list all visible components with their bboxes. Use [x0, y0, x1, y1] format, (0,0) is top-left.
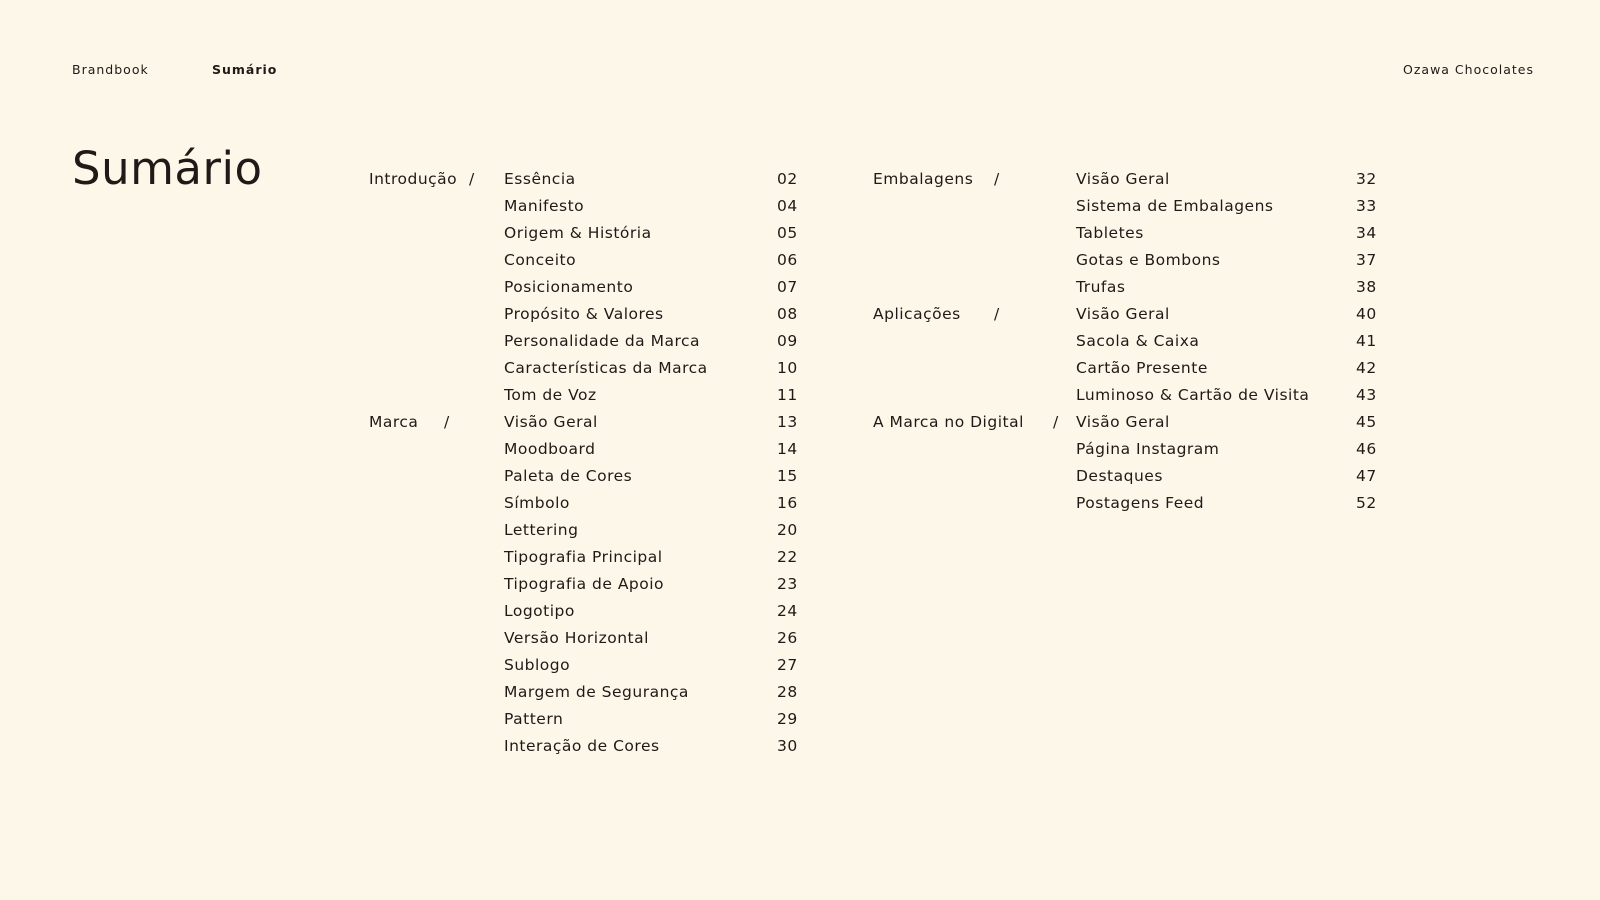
toc-entry[interactable]: [369, 436, 799, 463]
toc-item-title[interactable]: Posicionamento: [504, 278, 634, 296]
toc-entry[interactable]: [873, 463, 1378, 490]
toc-item-page-number: 37: [1356, 251, 1377, 269]
toc-item-title[interactable]: Tipografia Principal: [504, 548, 663, 566]
toc-item-title[interactable]: Pattern: [504, 710, 564, 728]
toc-item-page-number: 43: [1356, 386, 1377, 404]
toc-section-separator: /: [994, 170, 1000, 188]
toc-item-title[interactable]: Tabletes: [1076, 224, 1144, 242]
toc-item-page-number: 23: [777, 575, 798, 593]
toc-section-name: A Marca no Digital: [873, 413, 1024, 431]
toc-column-left: [369, 166, 799, 760]
toc-item-page-number: 22: [777, 548, 798, 566]
breadcrumb-brandbook[interactable]: Brandbook: [72, 62, 149, 77]
toc-item-page-number: 47: [1356, 467, 1377, 485]
toc-column-right: [873, 166, 1378, 517]
toc-item-title[interactable]: Visão Geral: [504, 413, 598, 431]
toc-entry[interactable]: [369, 625, 799, 652]
toc-item-page-number: 38: [1356, 278, 1377, 296]
toc-entry[interactable]: [369, 301, 799, 328]
toc-item-page-number: 16: [777, 494, 798, 512]
toc-item-title[interactable]: Lettering: [504, 521, 579, 539]
toc-item-title[interactable]: Manifesto: [504, 197, 585, 215]
toc-item-title[interactable]: Página Instagram: [1076, 440, 1220, 458]
toc-entry[interactable]: [369, 706, 799, 733]
toc-item-page-number: 10: [777, 359, 798, 377]
toc-item-page-number: 02: [777, 170, 798, 188]
toc-item-title[interactable]: Símbolo: [504, 494, 570, 512]
toc-item-page-number: 32: [1356, 170, 1377, 188]
toc-entry[interactable]: [369, 544, 799, 571]
toc-item-title[interactable]: Moodboard: [504, 440, 596, 458]
toc-item-page-number: 20: [777, 521, 798, 539]
toc-section-name: Marca: [369, 413, 419, 431]
toc-section-a-marca-no-digital: [873, 409, 1378, 517]
toc-entry[interactable]: [873, 166, 1378, 193]
toc-item-page-number: 41: [1356, 332, 1377, 350]
toc-section-separator: /: [1053, 413, 1059, 431]
breadcrumb-current[interactable]: Sumário: [212, 62, 278, 77]
toc-entry[interactable]: [873, 274, 1378, 301]
toc-item-title[interactable]: Visão Geral: [1076, 413, 1170, 431]
toc-entry[interactable]: [369, 382, 799, 409]
top-bar: [72, 62, 1534, 82]
toc-item-title[interactable]: Interação de Cores: [504, 737, 660, 755]
toc-item-title[interactable]: Destaques: [1076, 467, 1163, 485]
toc-item-page-number: 42: [1356, 359, 1377, 377]
toc-entry[interactable]: [369, 517, 799, 544]
toc-item-title[interactable]: Essência: [504, 170, 576, 188]
toc-item-page-number: 04: [777, 197, 798, 215]
toc-item-title[interactable]: Luminoso & Cartão de Visita: [1076, 386, 1310, 404]
toc-entry[interactable]: [369, 193, 799, 220]
toc-item-page-number: 28: [777, 683, 798, 701]
toc-item-page-number: 40: [1356, 305, 1377, 323]
toc-entry[interactable]: [369, 220, 799, 247]
toc-item-page-number: 29: [777, 710, 798, 728]
toc-entry[interactable]: [369, 490, 799, 517]
toc-item-title[interactable]: Sacola & Caixa: [1076, 332, 1200, 350]
toc-item-title[interactable]: Características da Marca: [504, 359, 708, 377]
toc-entry[interactable]: [369, 463, 799, 490]
toc-item-title[interactable]: Paleta de Cores: [504, 467, 633, 485]
toc-item-title[interactable]: Cartão Presente: [1076, 359, 1208, 377]
toc-item-title[interactable]: Conceito: [504, 251, 577, 269]
toc-entry[interactable]: [873, 436, 1378, 463]
toc-item-page-number: 06: [777, 251, 798, 269]
toc-entry[interactable]: [369, 652, 799, 679]
toc-item-page-number: 14: [777, 440, 798, 458]
toc-section-separator: /: [994, 305, 1000, 323]
toc-entry[interactable]: [369, 733, 799, 760]
toc-entry[interactable]: [369, 166, 799, 193]
toc-item-page-number: 13: [777, 413, 798, 431]
toc-item-title[interactable]: Logotipo: [504, 602, 575, 620]
toc-entry[interactable]: [873, 382, 1378, 409]
toc-item-title[interactable]: Tipografia de Apoio: [504, 575, 665, 593]
toc-entry[interactable]: [873, 193, 1378, 220]
toc-item-title[interactable]: Postagens Feed: [1076, 494, 1205, 512]
toc-entry[interactable]: [873, 220, 1378, 247]
toc-entry[interactable]: [873, 328, 1378, 355]
toc-item-page-number: 33: [1356, 197, 1377, 215]
toc-entry[interactable]: [873, 301, 1378, 328]
toc-item-page-number: 24: [777, 602, 798, 620]
toc-item-title[interactable]: Origem & História: [504, 224, 652, 242]
toc-item-page-number: 08: [777, 305, 798, 323]
toc-item-title[interactable]: Propósito & Valores: [504, 305, 664, 323]
toc-item-page-number: 30: [777, 737, 798, 755]
toc-section-name: Embalagens: [873, 170, 974, 188]
toc-item-page-number: 52: [1356, 494, 1377, 512]
toc-item-title[interactable]: Sublogo: [504, 656, 571, 674]
toc-section-name: Aplicações: [873, 305, 961, 323]
toc-entry[interactable]: [369, 679, 799, 706]
toc-item-title[interactable]: Personalidade da Marca: [504, 332, 701, 350]
toc-item-page-number: 09: [777, 332, 798, 350]
toc-item-page-number: 27: [777, 656, 798, 674]
toc-item-page-number: 34: [1356, 224, 1377, 242]
toc-item-title[interactable]: Versão Horizontal: [504, 629, 649, 647]
toc-section-embalagens: [873, 166, 1378, 301]
toc-section-name: Introdução: [369, 170, 458, 188]
toc-item-page-number: 11: [777, 386, 798, 404]
toc-section-introducao: [369, 166, 799, 409]
toc-item-page-number: 15: [777, 467, 798, 485]
toc-item-title[interactable]: Tom de Voz: [504, 386, 597, 404]
toc-section-marca: [369, 409, 799, 760]
toc-item-title[interactable]: Trufas: [1076, 278, 1126, 296]
toc-entry[interactable]: [369, 247, 799, 274]
toc-item-page-number: 07: [777, 278, 798, 296]
toc-item-title[interactable]: Sistema de Embalagens: [1076, 197, 1274, 215]
toc-section-separator: /: [469, 170, 475, 188]
toc-entry[interactable]: [873, 355, 1378, 382]
toc-item-title[interactable]: Margem de Segurança: [504, 683, 689, 701]
toc-entry[interactable]: [369, 409, 799, 436]
toc-section-separator: /: [444, 413, 450, 431]
toc-section-aplicacoes: [873, 301, 1378, 409]
toc-item-page-number: 46: [1356, 440, 1377, 458]
toc-entry[interactable]: [369, 328, 799, 355]
toc-entry[interactable]: [873, 490, 1378, 517]
toc-item-title[interactable]: Visão Geral: [1076, 170, 1170, 188]
toc-entry[interactable]: [369, 571, 799, 598]
toc-entry[interactable]: [873, 409, 1378, 436]
toc-item-page-number: 26: [777, 629, 798, 647]
page-title: Sumário: [72, 142, 263, 195]
toc-entry[interactable]: [369, 355, 799, 382]
toc-item-page-number: 45: [1356, 413, 1377, 431]
toc-entry[interactable]: [873, 247, 1378, 274]
toc-item-title[interactable]: Visão Geral: [1076, 305, 1170, 323]
toc-item-page-number: 05: [777, 224, 798, 242]
toc-entry[interactable]: [369, 598, 799, 625]
brand-name: Ozawa Chocolates: [1403, 62, 1534, 77]
toc-item-title[interactable]: Gotas e Bombons: [1076, 251, 1221, 269]
toc-entry[interactable]: [369, 274, 799, 301]
